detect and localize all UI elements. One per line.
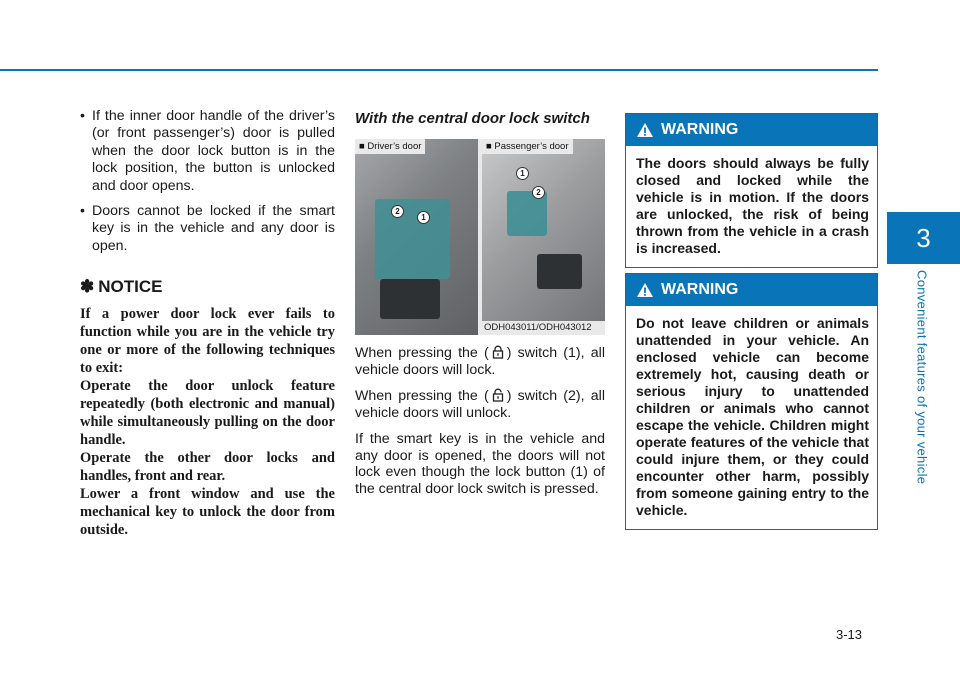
notice-paragraph: Operate the door unlock feature repeatedly (both electronic and manual) while simultaneously pulling on the door handle.: [80, 378, 335, 449]
driver-switch-panel: [375, 199, 450, 279]
smart-key-paragraph: If the smart key is in the vehicle and any door is opened, the doors will not lock even though the lock button (1) of the central door lock switch is pressed.: [355, 431, 605, 497]
passenger-door-photo: [482, 139, 605, 335]
driver-door-photo: [355, 139, 478, 335]
warning-header: [626, 274, 877, 306]
warning-text: The doors should always be fully closed and locked while the vehicle is in motion. If the doors are unlocked, the risk of being thrown from the vehicle in a crash is increased.: [636, 155, 869, 256]
notice-paragraph: Lower a front window and use the mechanical key to unlock the door from outside.: [80, 486, 335, 539]
chapter-number: 3: [916, 222, 931, 253]
door-switch-figure: [355, 139, 605, 335]
notice-paragraph: If a power door lock ever fails to function while you are in the vehicle try one or more of the following techniques to exit:: [80, 306, 335, 377]
callout-2: 2: [391, 205, 404, 218]
warning-header: [626, 114, 877, 146]
warning-triangle-icon: [636, 282, 654, 298]
callout-1: 1: [417, 211, 430, 224]
text-fragment: ) switch (1), all vehicle doors will lock.: [355, 345, 605, 378]
lock-icon: [491, 345, 505, 359]
middle-column: [355, 110, 605, 497]
warning-triangle-icon: [636, 122, 654, 138]
notice-paragraph: Operate the other door locks and handles, front and rear.: [80, 450, 335, 485]
bullet-list: [80, 108, 335, 255]
notice-symbol: ✽: [80, 277, 95, 297]
text-fragment: When pressing the (: [355, 388, 489, 404]
warning-box-doors: [625, 113, 878, 268]
callout-2: 2: [532, 186, 545, 199]
driver-door-label: ■ Driver’s door: [355, 139, 425, 154]
unlock-paragraph: [355, 388, 605, 421]
left-column: [80, 108, 335, 539]
notice-title: NOTICE: [98, 277, 163, 297]
callout-1: 1: [516, 167, 529, 180]
chapter-side-label: [908, 270, 936, 495]
warning-text: Do not leave children or animals unattended in your vehicle. An enclosed vehicle can become extremely hot, causing death or serious injury to unattended children or animals who cannot escape the vehicle. Children might operate features of the vehicle that could injure them, or they could encounter other harm, possibly from someone gaining entry to the vehicle.: [636, 315, 869, 518]
text-fragment: ) switch (2), all vehicle doors will unlock.: [355, 388, 605, 421]
figure-code: ODH043011/ODH043012: [482, 321, 605, 335]
warning-title: WARNING: [661, 281, 739, 298]
warning-title: WARNING: [661, 121, 739, 138]
window-switch: [537, 254, 582, 289]
lock-paragraph: [355, 345, 605, 378]
bullet-item: • If the inner door handle of the driver’s (or front passenger’s) door is pulled when the door lock button is in the lock position, the button is unlocked and door opens.: [80, 108, 335, 195]
header-rule: [0, 69, 878, 71]
chapter-title: Convenient features of your vehicle: [914, 270, 930, 485]
unlock-icon: [491, 388, 505, 402]
chapter-number-tab: [887, 212, 960, 264]
notice-body: [80, 305, 335, 539]
window-switch: [380, 279, 440, 319]
section-heading: With the central door lock switch: [355, 110, 590, 127]
text-fragment: When pressing the (: [355, 345, 489, 361]
notice-heading: [80, 277, 335, 297]
page-number: 3-13: [836, 627, 863, 642]
bullet-item: • Doors cannot be locked if the smart key is in the vehicle and any door is open.: [80, 203, 335, 255]
warning-box-children: [625, 273, 878, 530]
passenger-door-label: ■ Passenger’s door: [482, 139, 573, 154]
